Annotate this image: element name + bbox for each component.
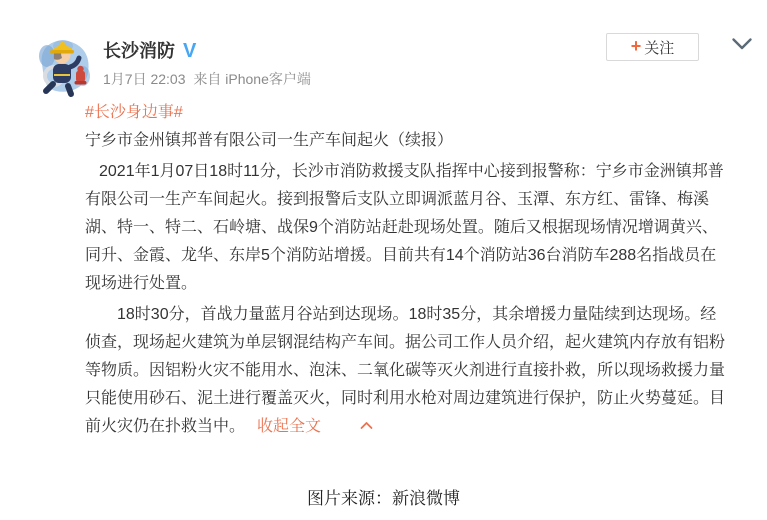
follow-button-label: 关注 <box>644 39 675 57</box>
post-paragraph-2 <box>85 301 727 441</box>
firefighter-avatar-image <box>33 34 95 98</box>
chevron-up-icon[interactable] <box>328 421 373 430</box>
post-content <box>85 99 727 441</box>
hashtag-link[interactable]: #长沙身边事# <box>85 104 183 121</box>
avatar[interactable] <box>33 34 95 98</box>
post-timestamp: 1月7日 22:03 <box>103 71 186 87</box>
post-paragraph-1: 2021年1月07日18时11分，长沙市消防救援支队指挥中心接到报警称：宁乡市金洲镇邦普有限公司一生产车间起火。接到报警后支队立即调派蓝月谷、玉潭、东方红、雷锋、梅溪湖、特一、特二、石岭塘、战保9个消防站赶赴现场处置。随后又根据现场情况增调黄兴、同升、金霞、龙华、东岸5个消防站增援。目前共有14个消防站36台消防车288名指战员在现场进行处置。 <box>85 163 724 292</box>
post-header <box>103 40 311 87</box>
plus-icon: + <box>630 36 642 56</box>
collapse-full-text-link[interactable]: 收起全文 <box>257 418 322 435</box>
post-source-link[interactable]: 来自 iPhone客户端 <box>193 71 311 87</box>
verified-badge-icon: V <box>183 40 197 62</box>
chevron-down-icon[interactable] <box>731 37 753 51</box>
image-source-caption: 图片来源：新浪微博 <box>307 489 460 508</box>
post-paragraph-2-text: 18时30分，首战力量蓝月谷站到达现场。18时35分，其余增援力量陆续到达现场。经侦查，现场起火建筑为单层钢混结构产车间。据公司工作人员介绍，起火建筑内存放有铝粉等物质。因铝粉火灾不能用水、泡沫、二氧化碳等灭火剂进行直接扑救，所以现场救援力量只能使用砂石、泥土进行覆盖灭火，同时利用水枪对周边建筑进行保护，防止火势蔓延。目前火灾仍在扑救当中。 <box>85 306 726 435</box>
post-title: 宁乡市金州镇邦普有限公司一生产车间起火（续报） <box>85 132 454 149</box>
follow-button[interactable] <box>606 33 699 61</box>
author-name[interactable]: 长沙消防 <box>103 41 175 61</box>
